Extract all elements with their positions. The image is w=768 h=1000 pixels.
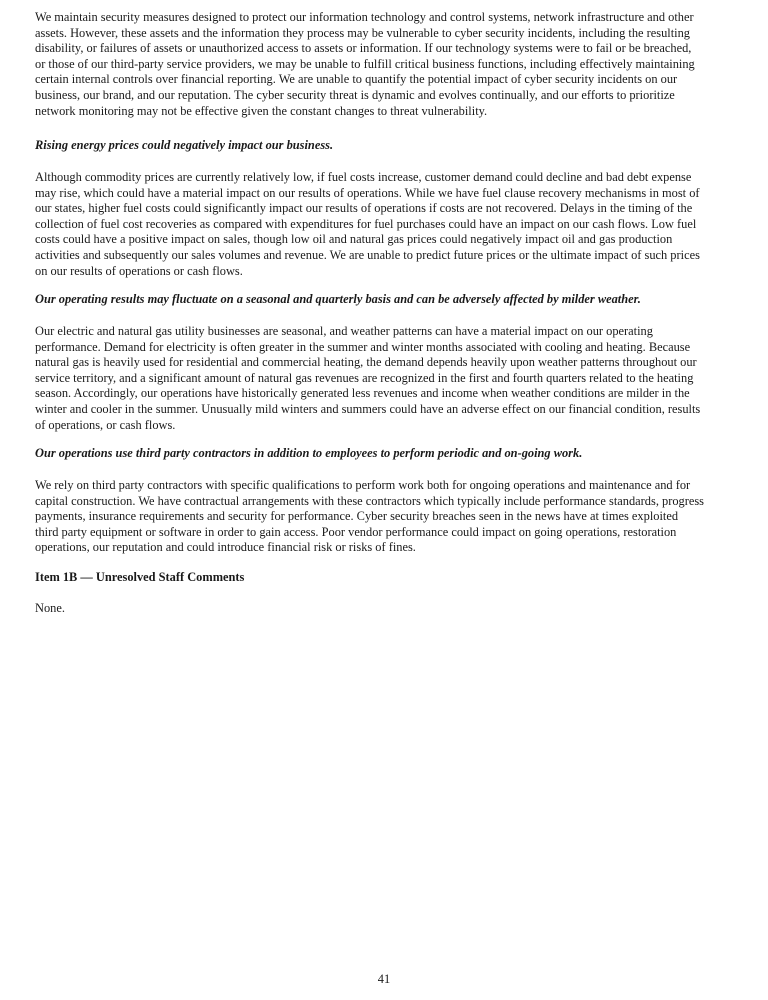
text-line: costs could have a positive impact on sales, though low oil and natural gas prices could negatively impact oil and gas production — [35, 232, 673, 247]
text-line: We maintain security measures designed to protect our information technology and control systems, network infrastructure and other — [35, 10, 694, 24]
seasonal-results-paragraph — [35, 324, 700, 433]
cyber-security-paragraph — [35, 10, 695, 119]
contractors-heading: Our operations use third party contractors in addition to employees to perform periodic and on-going work. — [35, 446, 583, 460]
text-line: performance. Demand for electricity is often greater in the summer and winter months associated with cooling and heating. Because — [35, 339, 691, 354]
item-1b-body: None. — [35, 601, 65, 615]
text-line: We rely on third party contractors with specific qualifications to perform work both for ongoing operations and maintenance and for — [35, 478, 691, 492]
text-line: natural gas is heavily used for residential and commercial heating, the demand depends heavily upon weather patterns throughout our — [35, 355, 697, 370]
text-line: winter and cooler in the summer. Unusually mild winters and summers could have an adverse effect on our financial condition, results — [35, 401, 701, 416]
text-line: on our results of operations or cash flows. — [35, 263, 243, 278]
text-line: Although commodity prices are currently relatively low, if fuel costs increase, customer demand could decline and bad debt expense — [35, 170, 692, 184]
text-line: season. Accordingly, our operations have historically generated less revenues and income when weather conditions are milder in the — [35, 386, 690, 401]
text-line: third party equipment or software in order to gain access. Poor vendor performance could impact on going operations, restoration — [35, 524, 677, 539]
text-line: network monitoring may not be effective given the constant changes to threat vulnerability. — [35, 103, 488, 118]
seasonal-results-heading: Our operating results may fluctuate on a seasonal and quarterly basis and can be adversely affected by milder weather. — [35, 292, 641, 306]
text-line: activities and subsequently our sales volumes and revenue. We are unable to predict future prices or the ultimate impact of such prices — [35, 247, 700, 262]
text-line: capital construction. We have contractual arrangements with these contractors which typically include performance standards, progress — [35, 493, 704, 508]
energy-prices-paragraph — [35, 170, 700, 279]
text-line: collection of fuel cost recoveries as compared with expenditures for fuel purchases could have an impact on our cash flows. Low fuel — [35, 216, 697, 231]
text-line: or those of our third-party service providers, we may be unable to fulfill critical business functions, including effectively maintaining — [35, 56, 695, 71]
text-line: operations, our reputation and could introduce financial risk or risks of fines. — [35, 540, 416, 555]
energy-prices-heading: Rising energy prices could negatively impact our business. — [35, 138, 334, 152]
text-line: disability, or failures of assets or unauthorized access to assets or information. If our technology systems were to fail or be breached, — [35, 41, 692, 56]
text-line: of operations, or cash flows. — [35, 417, 176, 432]
text-line: may rise, which could have a material impact on our results of operations. While we have fuel clause recovery mechanisms in most of — [35, 185, 700, 200]
text-line: payments, insurance requirements and security for performance. Cyber security breaches seen in the news have at times exploited — [35, 509, 679, 524]
page-number: 41 — [377, 972, 391, 986]
text-line: service territory, and a significant amount of natural gas revenues are recognized in the first and fourth quarters related to the heating — [35, 370, 694, 385]
contractors-paragraph — [35, 478, 704, 556]
text-line: certain internal controls over financial reporting. We are unable to quantify the potential impact of cyber security incidents on our — [35, 72, 678, 87]
text-line: Our electric and natural gas utility businesses are seasonal, and weather patterns can have a material impact on our operating — [35, 324, 653, 338]
item-1b-heading: Item 1B — Unresolved Staff Comments — [35, 570, 245, 584]
text-line: our states, higher fuel costs could significantly impact our results of operations if costs are not recovered. Delays in the timing of the — [35, 201, 693, 216]
text-line: business, our brand, and our reputation. The cyber security threat is dynamic and evolves continually, and our efforts to prioritize — [35, 87, 675, 102]
text-line: assets. However, these assets and the information they process may be vulnerable to cyber security incidents, including the resulting — [35, 25, 690, 40]
